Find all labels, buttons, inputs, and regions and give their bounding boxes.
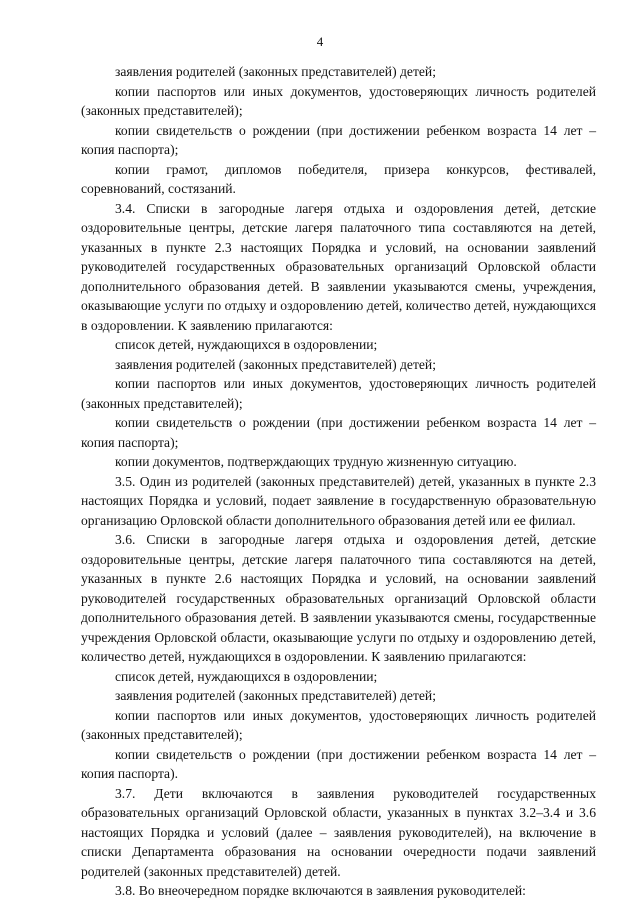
paragraph: список детей, нуждающихся в оздоровлении; [115,337,378,352]
paragraph: копии документов, подтверждающих трудную жизненную ситуацию. [115,454,517,469]
paragraph: копии паспортов или иных документов, удостоверяющих личность родителей (законных представителей); [81,83,596,118]
paragraph-3-7: 3.7. Дети включаются в заявления руководителей государственных образовательных организаций Орловской области, указанных в пунктах 3.2–3.4 и 3.6 настоящих Порядка и условий (далее – заявления руководителей), на включение в списки Департамента образования на основании очередности подачи заявлений родителей (законных представителей) детей. [81,785,596,879]
paragraph: копии свидетельств о рождении (при достижении ребенком возраста 14 лет – копия паспорта); [81,122,596,157]
paragraph: заявления родителей (законных представителей) детей; [115,688,436,703]
paragraph: заявления родителей (законных представителей) детей; [115,356,436,372]
paragraph-3-5: 3.5. Один из родителей (законных представителей) детей, указанных в пункте 2.3 настоящих Порядка и условий, подает заявление в государственную образовательную организацию Орловской области дополнительного образования детей или ее филиал. [81,473,596,528]
paragraph-3-4: 3.4. Списки в загородные лагеря отдыха и оздоровления детей, детские оздоровительные центры, детские лагеря палаточного типа составляются на детей, указанных в пункте 2.3 настоящих Порядка и условий, на основании заявлений руководителей государственных образовательных организаций Орловской области дополнительного образования детей. В заявлении указываются смены, учреждения, оказывающие услуги по отдыху и оздоровлению детей, количество детей, нуждающихся в оздоровлении. К заявлению прилагаются: [81,200,596,333]
document-body [81,62,596,901]
paragraph: копии паспортов или иных документов, удостоверяющих личность родителей (законных представителей); [81,376,596,411]
paragraph-3-8: 3.8. Во внеочередном порядке включаются в заявления руководителей: [115,883,526,898]
paragraph-3-6: 3.6. Списки в загородные лагеря отдыха и оздоровления детей, детские оздоровительные центры, детские лагеря палаточного типа составляются на детей, указанных в пункте 2.6 настоящих Порядка и условий, на основании заявлений руководителей государственных образовательных организаций Орловской области дополнительного образования детей. В заявлении указываются смены, государственные учреждения Орловской области, оказывающие услуги по отдыху и оздоровлению детей, количество детей, нуждающихся в оздоровлении. К заявлению прилагаются: [81,532,596,664]
paragraph: копии паспортов или иных документов, удостоверяющих личность родителей (законных представителей); [81,707,596,742]
page-number: 4 [316,34,324,49]
paragraph: заявления родителей (законных представителей) детей; [115,64,436,79]
paragraph: копии свидетельств о рождении (при достижении ребенком возраста 14 лет – копия паспорта). [81,746,596,781]
paragraph: список детей, нуждающихся в оздоровлении; [115,668,378,684]
paragraph: копии грамот, дипломов победителя, призера конкурсов, фестивалей, соревнований, состязаний. [81,161,596,196]
paragraph: копии свидетельств о рождении (при достижении ребенком возраста 14 лет – копия паспорта); [81,415,596,450]
